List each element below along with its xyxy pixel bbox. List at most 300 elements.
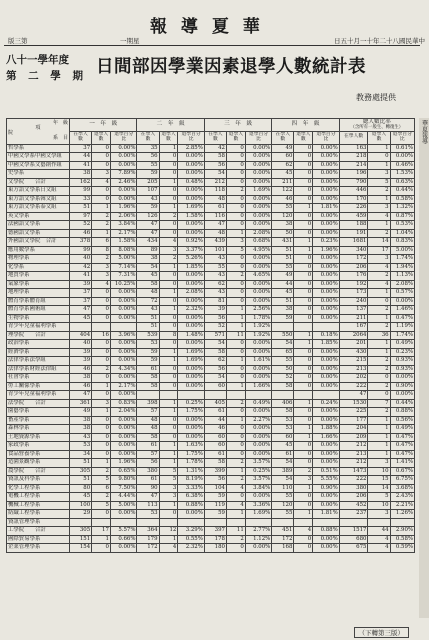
table-cell: 191 (339, 229, 368, 238)
table-cell (272, 323, 294, 332)
subheader-cell: 退學人數 (226, 132, 245, 145)
table-cell: 120 (272, 501, 294, 510)
table-cell: 571 (204, 331, 226, 340)
table-cell: 43 (204, 289, 226, 298)
subheader-cell: 退學人數 (294, 132, 313, 145)
table-cell: 5 (226, 246, 245, 255)
table-cell: 80 (70, 484, 92, 493)
table-cell: 3 (159, 484, 178, 493)
table-cell: 8 (159, 331, 178, 340)
grade-3-header: 三 年 級 (204, 119, 271, 132)
table-cell: 1.96% (110, 204, 137, 213)
table-cell: 212 (204, 178, 226, 187)
table-row (7, 433, 415, 442)
table-cell: 0 (294, 212, 313, 221)
table-cell: 53 (70, 442, 92, 451)
table-cell: 0.46% (390, 161, 414, 170)
table-cell: 0.00% (110, 348, 137, 357)
subheader-cell: 在學人數 (272, 132, 294, 145)
dismissal-statistics-table (6, 118, 415, 553)
table-cell: 43 (204, 255, 226, 264)
table-cell: 0.58% (390, 535, 414, 544)
table-cell: 3.68% (390, 484, 414, 493)
table-cell: 0.00% (313, 442, 340, 451)
table-cell: 0.00% (245, 450, 272, 459)
table-cell: 0.00% (110, 450, 137, 459)
table-cell: 0.00% (313, 195, 340, 204)
table-cell (137, 391, 159, 400)
table-cell: 0 (294, 195, 313, 204)
table-row (7, 544, 415, 553)
table-cell: 0 (226, 204, 245, 213)
table-cell: 45 (272, 289, 294, 298)
table-cell: 0.00% (245, 425, 272, 434)
table-cell: 58 (137, 433, 159, 442)
table-cell: 1.66% (313, 433, 340, 442)
table-cell (159, 391, 178, 400)
table-cell: 2 (368, 229, 390, 238)
table-cell: 0.00% (110, 374, 137, 383)
department-name: 地質學系 (7, 272, 70, 281)
table-cell: 58 (137, 280, 159, 289)
table-cell: 119 (204, 501, 226, 510)
table-cell (137, 518, 159, 527)
table-cell: 36 (368, 331, 390, 340)
table-cell: 48 (137, 416, 159, 425)
table-cell: 0.00% (110, 425, 137, 434)
table-cell: 39 (204, 306, 226, 315)
table-cell: 0 (92, 442, 111, 451)
table-cell: 55 (272, 510, 294, 519)
table-cell: 59 (137, 357, 159, 366)
table-cell: 0 (294, 408, 313, 417)
table-cell: 72 (137, 297, 159, 306)
department-name: 社會學系 (7, 374, 70, 383)
table-cell: 222 (339, 476, 368, 485)
table-cell: 0 (159, 297, 178, 306)
table-cell (204, 391, 226, 400)
table-cell: 1.69% (245, 187, 272, 196)
table-cell: 170 (339, 195, 368, 204)
table-cell: 0.00% (313, 357, 340, 366)
table-cell: 0.25% (245, 467, 272, 476)
table-cell: 38 (70, 170, 92, 179)
table-cell: 0.00% (178, 161, 205, 170)
table-cell: 2 (368, 365, 390, 374)
table-cell: 54 (272, 340, 294, 349)
table-cell: 53 (272, 416, 294, 425)
table-cell: 5.00% (110, 501, 137, 510)
table-cell: 0.63% (390, 178, 414, 187)
table-cell: 0.00% (110, 153, 137, 162)
table-cell: 5 (368, 493, 390, 502)
table-row (7, 178, 415, 187)
table-cell: 0 (226, 297, 245, 306)
table-cell: 46 (70, 365, 92, 374)
table-row (7, 204, 415, 213)
table-cell: 47 (204, 221, 226, 230)
table-cell: 52 (70, 221, 92, 230)
table-cell: 37 (70, 297, 92, 306)
grade-1-header: 一 年 級 (70, 119, 137, 132)
table-cell: 47 (70, 306, 92, 315)
department-name: 物理學系 (7, 255, 70, 264)
table-cell: 0 (294, 501, 313, 510)
table-cell: 1 (368, 161, 390, 170)
table-cell: 50 (272, 229, 294, 238)
table-cell: 0.00% (245, 221, 272, 230)
table-cell: 0.83% (390, 238, 414, 247)
table-cell: 0.00% (178, 510, 205, 519)
table-cell: 0.00% (110, 433, 137, 442)
table-cell: 1.85% (313, 340, 340, 349)
table-cell: 202 (339, 374, 368, 383)
table-cell: 188 (339, 221, 368, 230)
table-body (7, 144, 415, 552)
department-name: 法律學系法學組 (7, 357, 70, 366)
table-cell: 37 (70, 144, 92, 153)
table-cell: 54 (204, 170, 226, 179)
department-name: 化學系 (7, 263, 70, 272)
table-cell: 0.67% (390, 467, 414, 476)
table-cell: 39 (70, 280, 92, 289)
table-cell: 0 (159, 433, 178, 442)
table-cell: 0 (294, 535, 313, 544)
table-cell: 54 (272, 476, 294, 485)
table-cell: 51 (70, 476, 92, 485)
table-cell: 0.00% (245, 348, 272, 357)
table-cell: 53 (272, 425, 294, 434)
table-cell: 53 (137, 340, 159, 349)
table-cell: 1 (368, 340, 390, 349)
table-cell: 0 (226, 221, 245, 230)
table-cell: 0 (92, 433, 111, 442)
table-cell: 7 (368, 399, 390, 408)
table-cell: 0.00% (110, 442, 137, 451)
table-cell: 56 (204, 365, 226, 374)
page-number: 版三第 (8, 37, 28, 45)
table-cell: 0.00% (313, 178, 340, 187)
table-cell: 430 (339, 348, 368, 357)
table-cell: 1 (368, 144, 390, 153)
table-cell: 60 (204, 442, 226, 451)
table-cell: 1 (159, 204, 178, 213)
table-cell: 204 (339, 425, 368, 434)
table-cell: 201 (339, 340, 368, 349)
table-cell: 47 (137, 221, 159, 230)
table-cell: 1 (368, 314, 390, 323)
table-cell: 0.00% (245, 153, 272, 162)
table-cell: 46 (272, 195, 294, 204)
table-cell: 52 (204, 323, 226, 332)
table-cell (92, 323, 111, 332)
table-cell: 1.75% (178, 408, 205, 417)
table-cell: 10 (368, 501, 390, 510)
table-row (7, 263, 415, 272)
table-cell: 3 (368, 255, 390, 264)
table-cell: 101 (204, 246, 226, 255)
table-cell: 0.00% (313, 314, 340, 323)
table-cell: 0 (226, 153, 245, 162)
table-cell: 46 (70, 229, 92, 238)
table-cell: 1 (226, 467, 245, 476)
table-cell: 2 (294, 467, 313, 476)
table-cell: 7.14% (110, 263, 137, 272)
table-cell: 2 (368, 408, 390, 417)
table-row (7, 153, 415, 162)
table-cell: 0 (159, 374, 178, 383)
table-cell: 9.80% (110, 476, 137, 485)
corner-college: 院 (8, 130, 14, 137)
table-cell: 1 (159, 289, 178, 298)
table-cell: 680 (339, 535, 368, 544)
subheader-cell: 退學百分比 (245, 132, 272, 145)
table-cell: 215 (339, 357, 368, 366)
table-cell: 113 (137, 501, 159, 510)
table-cell: 39 (70, 357, 92, 366)
table-cell: 2 (92, 365, 111, 374)
department-name: 機械工程學系 (7, 501, 70, 510)
table-cell: 1 (294, 484, 313, 493)
table-cell: 0 (294, 459, 313, 468)
table-cell: 0.00% (313, 161, 340, 170)
semester: 第 二 學 期 (6, 70, 87, 82)
table-cell: 4 (92, 280, 111, 289)
table-cell: 1 (159, 357, 178, 366)
table-cell: 0.24% (313, 399, 340, 408)
table-cell: 1.69% (245, 510, 272, 519)
table-cell: 399 (204, 467, 226, 476)
table-cell: 0 (368, 297, 390, 306)
table-cell: 211 (272, 178, 294, 187)
table-cell: 54 (204, 374, 226, 383)
table-cell: 46 (70, 382, 92, 391)
table-cell: 52 (272, 374, 294, 383)
table-cell: 34 (70, 450, 92, 459)
table-cell: 2.32% (178, 306, 205, 315)
table-row (7, 306, 415, 315)
table-cell (313, 323, 340, 332)
table-cell: 104 (204, 484, 226, 493)
table-cell: 0.00% (313, 416, 340, 425)
table-cell: 5 (159, 476, 178, 485)
table-cell: 0.57% (390, 289, 414, 298)
table-cell: 0.88% (390, 408, 414, 417)
table-cell: 0.92% (178, 238, 205, 247)
department-name: 青少年兒童福利學系 (7, 391, 70, 400)
table-cell: 0 (226, 340, 245, 349)
table-cell: 16 (92, 331, 111, 340)
table-cell: 5.55% (313, 476, 340, 485)
table-cell: 56 (137, 153, 159, 162)
table-cell: 61 (204, 408, 226, 417)
table-cell: 1 (226, 229, 245, 238)
table-cell: 1.61% (245, 357, 272, 366)
table-cell: 0 (159, 195, 178, 204)
table-cell: 1 (294, 510, 313, 519)
table-cell: 0.18% (313, 331, 340, 340)
table-cell: 4 (294, 527, 313, 536)
table-cell: 1.26% (390, 510, 414, 519)
table-cell: 0 (92, 187, 111, 196)
table-cell: 0.00% (178, 153, 205, 162)
table-cell: 0.00% (313, 170, 340, 179)
table-cell: 1 (368, 450, 390, 459)
department-name: 法學院 合計 (7, 399, 70, 408)
table-cell: 3.96% (110, 331, 137, 340)
table-row (7, 170, 415, 179)
table-cell: 1 (92, 459, 111, 468)
table-cell: 0.00% (178, 340, 205, 349)
subheader-cell: 退學百分比 (390, 132, 414, 145)
table-cell: 8 (92, 246, 111, 255)
table-cell: 0.47% (390, 433, 414, 442)
table-cell: 0.44% (390, 187, 414, 196)
table-cell: 1 (159, 144, 178, 153)
table-cell: 364 (137, 527, 159, 536)
table-cell: 0.00% (245, 374, 272, 383)
table-cell: 1.31% (178, 467, 205, 476)
table-cell: 8.08% (110, 246, 137, 255)
table-cell: 4 (368, 535, 390, 544)
table-cell: 378 (70, 238, 92, 247)
table-cell: 1530 (339, 399, 368, 408)
table-cell: 0 (294, 144, 313, 153)
table-cell: 0 (294, 255, 313, 264)
table-cell: 1.41% (390, 459, 414, 468)
table-cell: 0.00% (245, 263, 272, 272)
table-row (7, 144, 415, 153)
table-cell: 58 (204, 459, 226, 468)
table-cell: 51 (137, 323, 159, 332)
table-cell: 0 (92, 297, 111, 306)
table-cell: 0.00% (313, 153, 340, 162)
department-name: 紡織工程學系 (7, 510, 70, 519)
table-cell: 0 (226, 280, 245, 289)
table-cell: 0.00% (313, 501, 340, 510)
table-cell: 81 (204, 297, 226, 306)
table-cell: 214 (339, 161, 368, 170)
table-cell: 89 (137, 246, 159, 255)
table-cell: 1 (294, 399, 313, 408)
table-cell: 0.00% (313, 493, 340, 502)
table-cell: 192 (339, 280, 368, 289)
table-cell: 2.08% (178, 289, 205, 298)
table-cell: 1.74% (390, 255, 414, 264)
table-cell: 1.81% (313, 204, 340, 213)
subheader-cell: 退學百分比 (110, 132, 137, 145)
table-cell: 0.00% (110, 314, 137, 323)
table-cell: 0.00% (313, 221, 340, 230)
table-cell: 2.43% (390, 493, 414, 502)
table-cell (70, 323, 92, 332)
table-cell: 35 (137, 144, 159, 153)
table-cell: 97 (70, 212, 92, 221)
table-cell: 0.00% (390, 374, 414, 383)
table-cell: 38 (70, 425, 92, 434)
table-cell: 1 (92, 408, 111, 417)
table-cell: 3.29% (178, 527, 205, 536)
table-cell (245, 391, 272, 400)
table-row (7, 212, 415, 221)
table-cell: 0 (226, 442, 245, 451)
table-cell: 0.00% (110, 306, 137, 315)
table-row (7, 391, 415, 400)
table-title: 日間部因學業因素退學人數統計表 (96, 57, 366, 77)
table-cell: 1.88% (313, 425, 340, 434)
table-cell: 45 (70, 314, 92, 323)
table-cell: 0.00% (178, 425, 205, 434)
department-name: 資訊及科學系 (7, 476, 70, 485)
table-cell: 0 (159, 510, 178, 519)
table-cell: 1 (368, 195, 390, 204)
table-cell (226, 518, 245, 527)
table-cell: 0.00% (313, 459, 340, 468)
table-cell: 61 (137, 365, 159, 374)
table-cell: 0 (226, 144, 245, 153)
table-cell: 305 (70, 527, 92, 536)
table-cell (178, 391, 205, 400)
table-cell: 0 (294, 374, 313, 383)
table-cell: 43 (137, 195, 159, 204)
table-cell: 0 (294, 263, 313, 272)
table-cell: 212 (339, 442, 368, 451)
table-cell: 0.83% (110, 399, 137, 408)
table-cell: 0 (159, 382, 178, 391)
table-cell: 0.56% (390, 416, 414, 425)
table-cell: 3.57% (245, 476, 272, 485)
table-cell: 222 (339, 382, 368, 391)
table-cell: 1 (159, 442, 178, 451)
table-cell: 0.00% (178, 187, 205, 196)
table-cell: 62 (204, 357, 226, 366)
table-cell: 58 (204, 348, 226, 357)
table-cell: 1.46% (390, 306, 414, 315)
table-cell: 0.00% (178, 433, 205, 442)
table-cell: 1 (294, 433, 313, 442)
department-name: 土地資源學系 (7, 433, 70, 442)
table-cell: 1 (226, 382, 245, 391)
table-cell (272, 391, 294, 400)
table-cell: 0 (294, 297, 313, 306)
table-cell: 4 (92, 178, 111, 187)
table-cell: 162 (70, 178, 92, 187)
table-cell: 1517 (339, 527, 368, 536)
table-cell: 3 (368, 204, 390, 213)
table-cell: 12 (159, 527, 178, 536)
table-cell: 0.00% (245, 442, 272, 451)
table-cell: 1.75% (178, 450, 205, 459)
table-cell: 0 (294, 306, 313, 315)
table-cell: 1.81% (313, 510, 340, 519)
department-name: 家政學系 (7, 442, 70, 451)
table-cell: 0 (368, 391, 390, 400)
table-cell: 211 (339, 314, 368, 323)
table-cell: 120 (272, 212, 294, 221)
table-row (7, 535, 415, 544)
table-cell: 151 (70, 535, 92, 544)
academic-year: 八十一學年度 (6, 54, 69, 66)
table-cell: 0.00% (313, 450, 340, 459)
table-cell: 389 (272, 467, 294, 476)
table-cell: 3 (226, 238, 245, 247)
table-row (7, 340, 415, 349)
table-cell: 0.25% (178, 399, 205, 408)
table-cell: 1 (368, 416, 390, 425)
table-cell: 1 (226, 314, 245, 323)
table-cell: 550 (272, 331, 294, 340)
subheader-cell: 退學人數 (159, 132, 178, 145)
